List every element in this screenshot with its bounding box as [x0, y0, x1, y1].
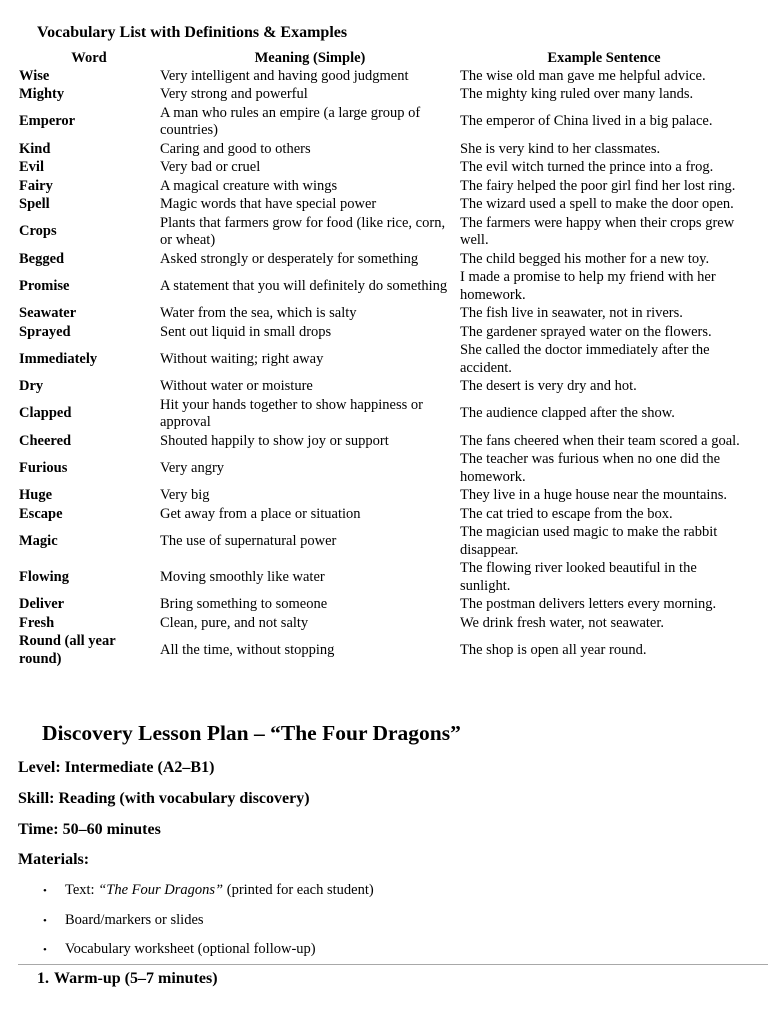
header-word: Word	[71, 49, 107, 66]
vocabulary-meaning: Very strong and powerful	[160, 86, 308, 102]
vocabulary-meaning: The use of supernatural power	[160, 532, 337, 549]
vocabulary-row	[18, 451, 748, 487]
vocabulary-example: The audience clapped after the show.	[460, 405, 675, 422]
vocabulary-example: The magician used magic to make the rabbit disappear.	[460, 524, 718, 558]
header-meaning: Meaning (Simple)	[254, 49, 366, 66]
vocabulary-example: The fish live in seawater, not in rivers.	[460, 305, 683, 321]
vocabulary-word: Seawater	[19, 305, 77, 321]
vocabulary-row	[18, 396, 748, 432]
vocabulary-word: Crops	[19, 223, 57, 240]
vocabulary-row	[18, 524, 748, 560]
vocabulary-row	[18, 214, 748, 250]
vocabulary-word: Wise	[19, 67, 50, 84]
vocabulary-word: Fairy	[19, 177, 53, 194]
vocabulary-table-body	[18, 67, 748, 669]
vocabulary-example: The teacher was furious when no one did the homework.	[460, 451, 721, 485]
vocabulary-example: They live in a huge house near the mountains.	[460, 487, 727, 503]
vocabulary-meaning: Water from the sea, which is salty	[160, 305, 357, 321]
vocabulary-meaning: Clean, pure, and not salty	[160, 614, 309, 631]
vocabulary-row	[18, 159, 748, 178]
vocabulary-word: Immediately	[19, 350, 98, 367]
vocabulary-word: Deliver	[19, 596, 65, 612]
vocabulary-example: The wise old man gave me helpful advice.	[460, 67, 706, 84]
vocabulary-row	[18, 140, 748, 159]
vocabulary-table	[18, 49, 748, 669]
vocabulary-row	[18, 614, 748, 633]
vocabulary-meaning: Asked strongly or desperately for something	[160, 250, 419, 267]
section-heading-warm-up	[37, 970, 218, 988]
vocabulary-row	[18, 177, 748, 196]
vocabulary-row	[18, 560, 748, 596]
vocabulary-example: The gardener sprayed water on the flowers.	[460, 323, 712, 340]
vocabulary-example: The cat tried to escape from the box.	[460, 505, 673, 522]
vocabulary-meaning: Bring something to someone	[160, 596, 328, 612]
vocabulary-word: Spell	[19, 196, 50, 212]
vocabulary-meaning: Very big	[160, 487, 210, 503]
vocabulary-meaning: All the time, without stopping	[160, 641, 335, 658]
vocabulary-word: Emperor	[19, 113, 76, 130]
lesson-plan-title: Discovery Lesson Plan – “The Four Dragons”	[42, 721, 461, 745]
vocabulary-example: We drink fresh water, not seawater.	[460, 614, 664, 631]
vocabulary-row	[18, 196, 748, 215]
section-divider	[18, 964, 768, 965]
vocabulary-row	[18, 596, 748, 615]
header-example: Example Sentence	[547, 49, 661, 66]
materials-item-prefix: Text:	[65, 882, 99, 898]
vocabulary-example: The desert is very dry and hot.	[460, 378, 637, 394]
vocabulary-row	[18, 86, 748, 105]
vocabulary-meaning: Without water or moisture	[160, 378, 313, 394]
materials-item-text: Vocabulary worksheet (optional follow-up)	[65, 941, 316, 957]
vocabulary-meaning: Hit your hands together to show happiness or approval	[160, 396, 423, 430]
vocabulary-word: Promise	[19, 277, 70, 294]
vocabulary-meaning: Sent out liquid in small drops	[160, 323, 332, 340]
section-number: 1.	[37, 970, 49, 987]
vocabulary-meaning: Shouted happily to show joy or support	[160, 432, 389, 449]
bullet-icon: •	[43, 944, 47, 956]
materials-item	[43, 881, 374, 900]
vocabulary-meaning: A magical creature with wings	[160, 177, 338, 194]
vocabulary-example: The mighty king ruled over many lands.	[460, 86, 694, 102]
vocabulary-meaning: Moving smoothly like water	[160, 568, 325, 585]
vocabulary-example: The postman delivers letters every morning.	[460, 596, 717, 612]
vocabulary-word: Furious	[19, 459, 68, 476]
vocabulary-row	[18, 378, 748, 397]
vocabulary-example: The fans cheered when their team scored a goal.	[460, 432, 740, 449]
vocabulary-meaning: Magic words that have special power	[160, 196, 377, 212]
vocabulary-meaning: Caring and good to others	[160, 140, 311, 157]
vocabulary-row	[18, 487, 748, 506]
vocabulary-row	[18, 505, 748, 524]
vocabulary-word: Clapped	[19, 405, 72, 422]
bullet-icon: •	[43, 885, 47, 897]
vocabulary-example: The flowing river looked beautiful in the sunlight.	[460, 560, 697, 594]
vocabulary-word: Magic	[19, 532, 58, 549]
vocabulary-row	[18, 250, 748, 269]
vocabulary-example: The fairy helped the poor girl find her lost ring.	[460, 177, 736, 194]
vocabulary-example: The farmers were happy when their crops grew well.	[460, 214, 735, 248]
lesson-level: Level: Intermediate (A2–B1)	[18, 759, 215, 776]
materials-item	[43, 940, 316, 959]
vocabulary-word: Begged	[19, 250, 65, 267]
section-label: Warm-up (5–7 minutes)	[54, 970, 218, 987]
vocabulary-row	[18, 432, 748, 451]
vocabulary-word: Flowing	[19, 568, 69, 585]
vocabulary-word: Dry	[19, 378, 44, 394]
vocabulary-example: The child begged his mother for a new toy.	[460, 250, 710, 267]
vocabulary-word: Kind	[19, 140, 51, 157]
vocabulary-word: Mighty	[19, 86, 65, 102]
vocabulary-meaning: Get away from a place or situation	[160, 505, 361, 522]
materials-item-title: “The Four Dragons”	[98, 882, 224, 898]
vocabulary-example: The shop is open all year round.	[460, 641, 647, 658]
vocabulary-row	[18, 633, 748, 669]
vocabulary-table-header	[18, 49, 748, 67]
vocabulary-meaning: A man who rules an empire (a large group of countries)	[160, 104, 421, 138]
vocabulary-meaning: Without waiting; right away	[160, 350, 324, 367]
vocabulary-row	[18, 67, 748, 86]
vocabulary-row	[18, 104, 748, 140]
vocabulary-word: Evil	[19, 159, 44, 175]
vocabulary-meaning: Very intelligent and having good judgment	[160, 67, 409, 84]
vocabulary-row	[18, 342, 748, 378]
vocabulary-example: The emperor of China lived in a big palace.	[460, 113, 713, 130]
vocabulary-example: She is very kind to her classmates.	[460, 140, 661, 157]
vocabulary-example: She called the doctor immediately after the accident.	[460, 342, 710, 376]
vocabulary-word: Escape	[19, 505, 63, 522]
vocabulary-word: Cheered	[19, 432, 72, 449]
vocabulary-word: Fresh	[19, 614, 55, 631]
vocabulary-meaning: A statement that you will definitely do something	[160, 277, 448, 294]
vocabulary-word: Huge	[19, 487, 53, 503]
vocabulary-word: Round (all year round)	[19, 633, 116, 667]
lesson-time: Time: 50–60 minutes	[18, 821, 161, 838]
vocabulary-meaning: Very angry	[160, 459, 225, 476]
lesson-skill: Skill: Reading (with vocabulary discovery)	[18, 790, 310, 807]
vocabulary-example: The evil witch turned the prince into a frog.	[460, 159, 714, 175]
vocabulary-row	[18, 323, 748, 342]
bullet-icon: •	[43, 915, 47, 927]
materials-item-suffix: (printed for each student)	[223, 882, 374, 898]
vocabulary-example: The wizard used a spell to make the door open.	[460, 196, 734, 212]
vocabulary-meaning: Very bad or cruel	[160, 159, 261, 175]
vocabulary-list-title: Vocabulary List with Definitions & Examples	[37, 24, 348, 41]
materials-item	[43, 911, 204, 930]
materials-label: Materials:	[18, 851, 90, 868]
vocabulary-row	[18, 269, 748, 305]
vocabulary-meaning: Plants that farmers grow for food (like rice, corn, or wheat)	[160, 214, 446, 248]
materials-item-text: Board/markers or slides	[65, 912, 204, 928]
vocabulary-row	[18, 305, 748, 324]
vocabulary-word: Sprayed	[19, 323, 71, 340]
vocabulary-example: I made a promise to help my friend with her homework.	[460, 269, 716, 303]
